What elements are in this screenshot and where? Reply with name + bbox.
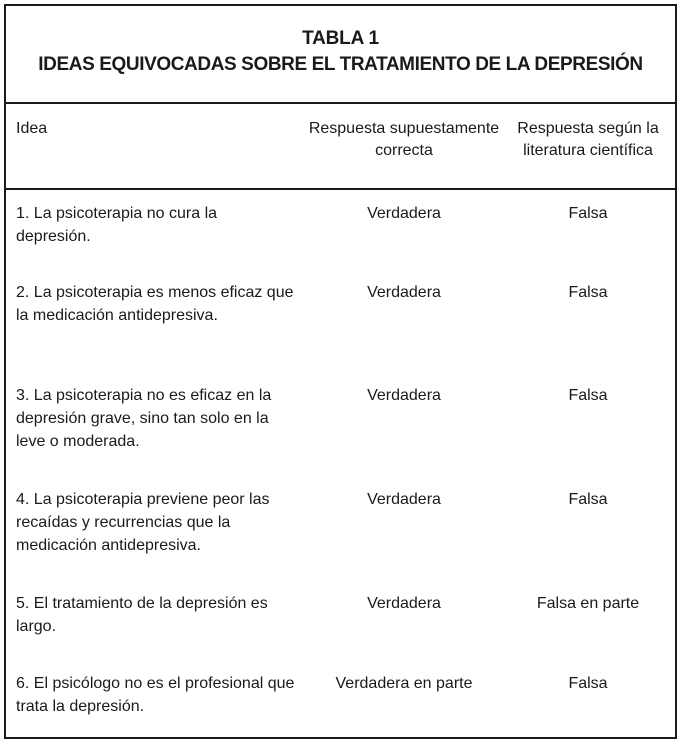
supposed-answer-cell: Verdadera (367, 595, 441, 612)
title-divider (6, 102, 675, 104)
idea-cell: 2. La psicoterapia es menos eficaz que la medicación antidepresiva. (16, 284, 294, 324)
table-title (6, 26, 675, 78)
supposed-answer-cell: Verdadera (367, 205, 441, 222)
idea-cell: 5. El tratamiento de la depresión es largo. (16, 595, 268, 635)
idea-cell: 1. La psicoterapia no cura la depresión. (16, 205, 218, 245)
table-number: TABLA 1 (302, 28, 379, 49)
idea-cell: 3. La psicoterapia no es eficaz en la depresión grave, sino tan solo en la leve o moderada. (16, 387, 272, 450)
supposed-answer-cell: Verdadera en parte (335, 675, 473, 692)
header-supposed-answer: Respuesta supuestamente correcta (308, 120, 500, 159)
header-divider (6, 188, 675, 190)
header-scientific-answer: Respuesta según la literatura científica (517, 120, 659, 159)
scientific-answer-cell: Falsa (568, 491, 608, 508)
table-frame (4, 4, 677, 739)
scientific-answer-cell: Falsa en parte (536, 595, 640, 612)
header-idea: Idea (16, 120, 48, 137)
idea-cell: 6. El psicólogo no es el profesional que trata la depresión. (16, 675, 295, 715)
scientific-answer-cell: Falsa (568, 675, 608, 692)
scientific-answer-cell: Falsa (568, 205, 608, 222)
table-caption: IDEAS EQUIVOCADAS SOBRE EL TRATAMIENTO DE LA DEPRESIÓN (38, 54, 643, 75)
scientific-answer-cell: Falsa (568, 284, 608, 301)
supposed-answer-cell: Verdadera (367, 284, 441, 301)
scientific-answer-cell: Falsa (568, 387, 608, 404)
supposed-answer-cell: Verdadera (367, 491, 441, 508)
idea-cell: 4. La psicoterapia previene peor las recaídas y recurrencias que la medicación antidepresiva. (16, 491, 270, 554)
supposed-answer-cell: Verdadera (367, 387, 441, 404)
